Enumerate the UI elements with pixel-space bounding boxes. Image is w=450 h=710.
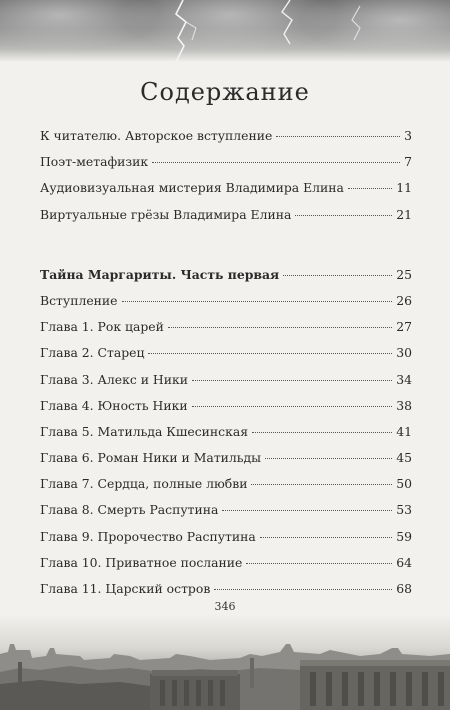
toc-entry-page: 68 [396, 581, 412, 596]
toc-entry-page: 27 [396, 319, 412, 335]
dot-leader [252, 432, 392, 433]
dot-leader [246, 563, 392, 564]
toc-entry[interactable] [40, 450, 412, 476]
dot-leader [265, 458, 392, 459]
toc-entry[interactable] [40, 476, 412, 502]
toc-entry-page: 59 [396, 528, 412, 544]
toc-entry-page: 21 [396, 206, 412, 222]
dot-leader [152, 162, 400, 163]
toc-entry-page: 64 [396, 554, 412, 570]
toc-entry-title: Глава 7. Сердца, полные любви [40, 476, 248, 492]
toc-entry-title: Глава 9. Пророчество Распутина [40, 528, 256, 544]
toc-entry-title: Глава 10. Приватное послание [40, 554, 243, 570]
page-number: 346 [214, 600, 236, 613]
cityscape-icon [0, 614, 450, 710]
toc-entry-title: Глава 2. Старец [40, 345, 145, 361]
dot-leader [148, 353, 392, 354]
toc-entry[interactable] [40, 529, 412, 555]
dot-leader [260, 537, 392, 538]
toc-entry-title: Вступление [40, 292, 118, 308]
toc-entry-page: 25 [396, 266, 412, 282]
toc-entry[interactable] [40, 398, 412, 424]
dot-leader [222, 510, 392, 511]
toc-entry-title: Глава 3. Алекс и Ники [40, 371, 188, 387]
toc-entry-page: 50 [396, 476, 412, 492]
toc-entry[interactable] [40, 372, 412, 398]
city-panorama-illustration [0, 614, 450, 710]
toc-entry[interactable] [40, 128, 412, 154]
toc-entry-title: Глава 4. Юность Ники [40, 397, 188, 413]
toc-entry-title: Глава 8. Смерть Распутина [40, 502, 219, 518]
dot-leader [168, 327, 392, 328]
toc-entry-title: Поэт-метафизик [40, 154, 149, 170]
toc-entry-page: 3 [404, 128, 412, 143]
toc-entry-title: Глава 11. Царский остров [40, 581, 211, 596]
toc-entry[interactable] [40, 154, 412, 180]
toc-entry-page: 26 [396, 292, 412, 308]
toc-entry[interactable] [40, 424, 412, 450]
toc-entry-title: Виртуальные грёзы Владимира Елина [40, 206, 292, 222]
toc-entry-title: Глава 1. Рок царей [40, 319, 164, 335]
toc-entry-title: Глава 5. Матильда Кшесинская [40, 423, 249, 439]
toc-entry-page: 11 [396, 180, 412, 196]
section-spacer [40, 233, 412, 267]
dot-leader [276, 136, 400, 137]
toc-entry-page: 7 [404, 154, 412, 170]
dot-leader [283, 275, 392, 276]
contents-heading: Содержание [140, 78, 310, 106]
toc-entry[interactable] [40, 345, 412, 371]
dot-leader [214, 589, 392, 590]
toc-entry-title: Аудиовизуальная мистерия Владимира Елина [40, 180, 344, 196]
stormy-sky-illustration [0, 0, 450, 62]
dot-leader [348, 188, 392, 189]
toc-entry-page: 38 [396, 397, 412, 413]
toc-entry-title: Глава 6. Роман Ники и Матильды [40, 450, 262, 466]
toc-entry-page: 34 [396, 371, 412, 387]
toc-entry[interactable] [40, 555, 412, 581]
table-of-contents [40, 128, 412, 607]
toc-entry[interactable] [40, 293, 412, 319]
toc-entry-title: К читателю. Авторское вступление [40, 128, 273, 143]
toc-entry[interactable] [40, 180, 412, 206]
toc-entry[interactable] [40, 319, 412, 345]
dot-leader [251, 484, 392, 485]
dot-leader [192, 380, 392, 381]
toc-entry[interactable] [40, 502, 412, 528]
dot-leader [192, 406, 393, 407]
lightning-icon [0, 0, 450, 62]
dot-leader [295, 215, 392, 216]
toc-entry-page: 41 [396, 423, 412, 439]
toc-part-entry[interactable] [40, 267, 412, 293]
toc-entry-title: Тайна Маргариты. Часть первая [40, 266, 280, 282]
toc-entry-page: 45 [396, 450, 412, 466]
toc-entry-page: 30 [396, 345, 412, 361]
toc-entry-page: 53 [396, 502, 412, 518]
toc-entry[interactable] [40, 207, 412, 233]
dot-leader [122, 301, 393, 302]
